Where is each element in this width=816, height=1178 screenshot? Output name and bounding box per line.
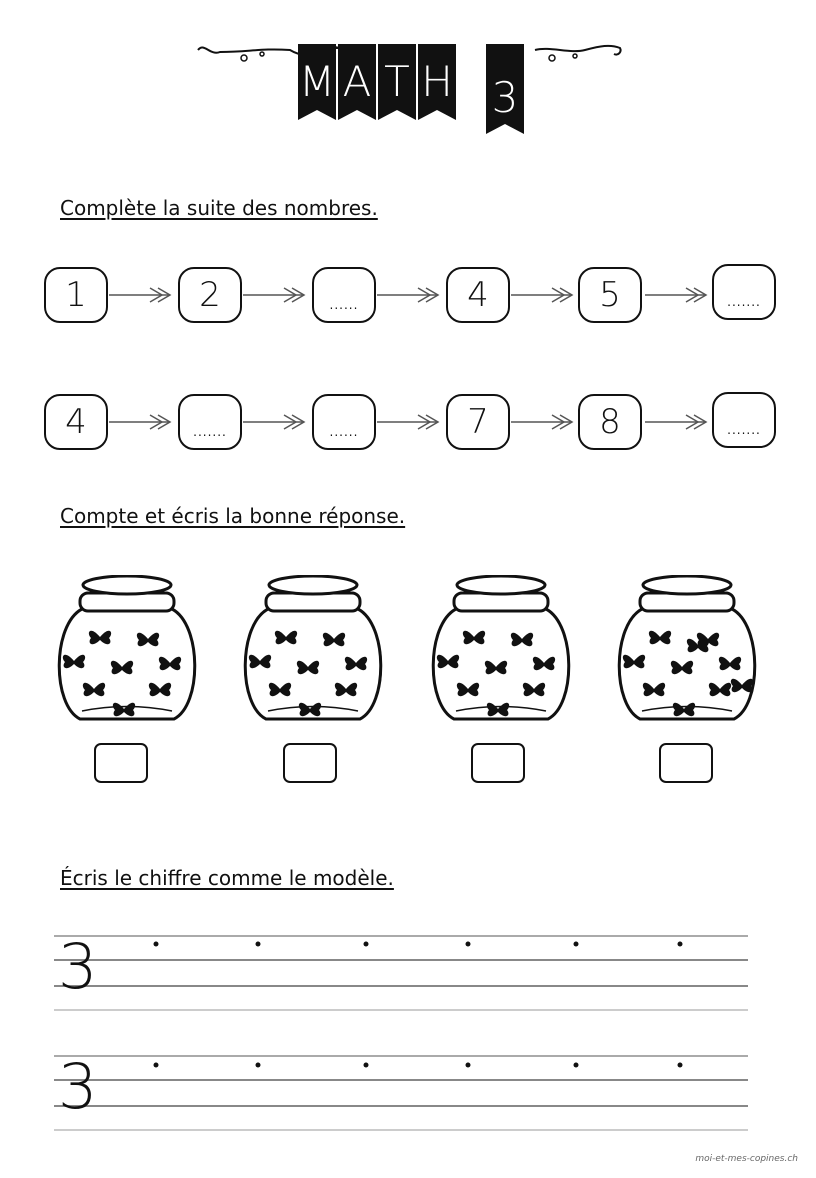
sequence-blank-box[interactable] bbox=[312, 267, 376, 323]
sequence-box bbox=[446, 267, 510, 323]
sequence-box bbox=[178, 267, 242, 323]
tracing-dots bbox=[154, 1063, 683, 1068]
title-banner bbox=[190, 38, 630, 138]
sequence-blank-box[interactable] bbox=[712, 264, 776, 320]
credit-watermark: moi-et-mes-copines.ch bbox=[695, 1154, 798, 1164]
butterfly-jar bbox=[426, 575, 576, 725]
butterfly-jar bbox=[612, 575, 762, 725]
sequence-number: 4 bbox=[65, 402, 87, 442]
butterfly-jar bbox=[238, 575, 388, 725]
model-digit: 3 bbox=[58, 1050, 98, 1123]
butterfly-jar bbox=[52, 575, 202, 725]
writing-row-1 bbox=[54, 928, 754, 1012]
sequence-blank-box[interactable] bbox=[312, 394, 376, 450]
writing-instruction: Écris le chiffre comme le modèle. bbox=[60, 866, 394, 890]
sequence-box bbox=[44, 394, 108, 450]
sequence-number: 2 bbox=[199, 275, 221, 315]
sequence-number: 4 bbox=[467, 275, 489, 315]
answer-box-1[interactable] bbox=[94, 743, 148, 783]
blank-dots: ....... bbox=[727, 423, 761, 437]
title-letter-1: M bbox=[298, 57, 336, 106]
sequence-arrows-row-1 bbox=[0, 260, 816, 330]
sequence-box bbox=[578, 267, 642, 323]
title-number: 3 bbox=[491, 73, 519, 122]
sequence-box bbox=[44, 267, 108, 323]
right-swirl-ornament bbox=[535, 46, 621, 55]
answer-box-2[interactable] bbox=[283, 743, 337, 783]
title-letter-2: A bbox=[342, 57, 372, 106]
blank-dots: ....... bbox=[727, 295, 761, 309]
sequence-number: 8 bbox=[599, 402, 621, 442]
sequence-blank-box[interactable] bbox=[178, 394, 242, 450]
tracing-dots bbox=[154, 942, 683, 947]
counting-instruction: Compte et écris la bonne réponse. bbox=[60, 504, 406, 528]
sequence-number: 5 bbox=[599, 275, 621, 315]
model-digit: 3 bbox=[58, 930, 98, 1003]
answer-box-3[interactable] bbox=[471, 743, 525, 783]
blank-dots: ....... bbox=[193, 425, 227, 439]
writing-row-2 bbox=[54, 1048, 754, 1132]
sequence-arrows-row-2 bbox=[0, 387, 816, 457]
sequence-number: 1 bbox=[65, 275, 87, 315]
title-letter-3: T bbox=[384, 57, 410, 106]
blank-dots: ...... bbox=[329, 425, 359, 439]
sequence-blank-box[interactable] bbox=[712, 392, 776, 448]
sequence-instruction: Complète la suite des nombres. bbox=[60, 196, 378, 220]
sequence-number: 7 bbox=[467, 402, 489, 442]
blank-dots: ...... bbox=[329, 298, 359, 312]
sequence-box bbox=[578, 394, 642, 450]
title-letter-4: H bbox=[421, 57, 453, 106]
sequence-box bbox=[446, 394, 510, 450]
answer-box-4[interactable] bbox=[659, 743, 713, 783]
